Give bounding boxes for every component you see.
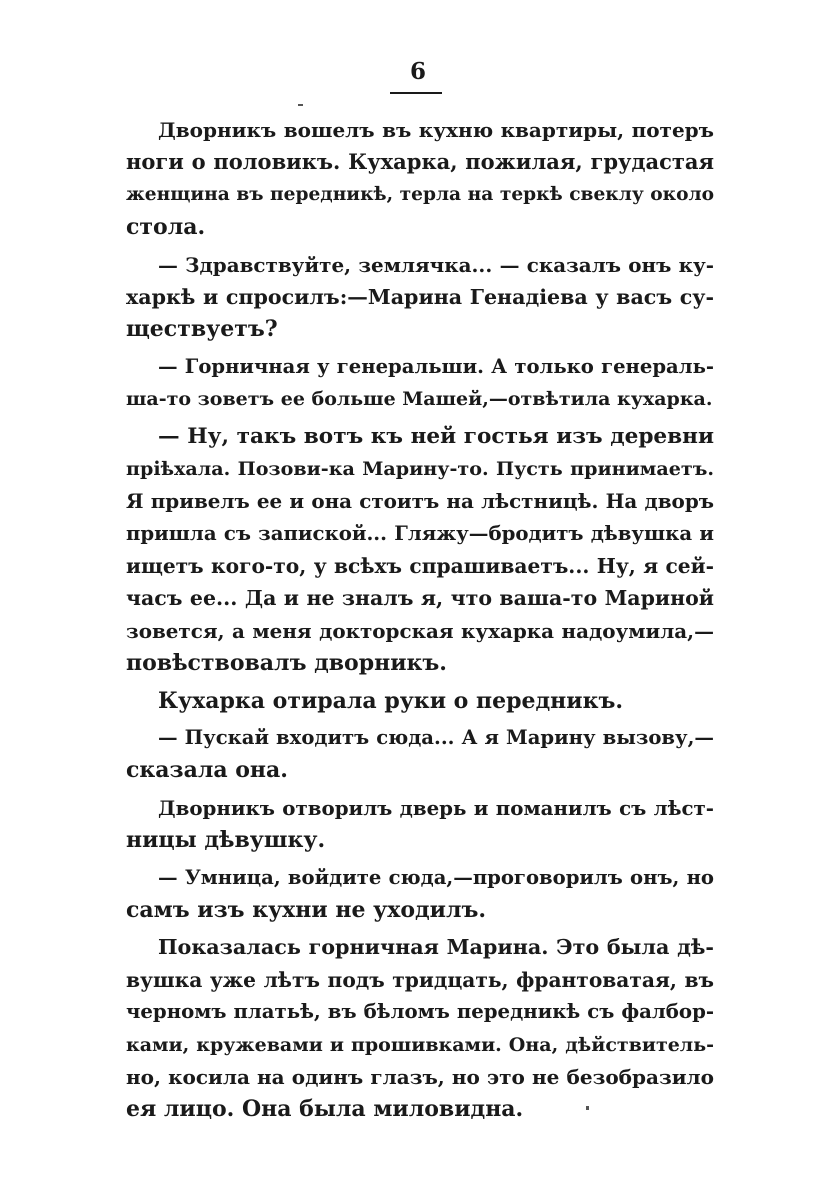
text-line: сказала она. — [126, 757, 288, 784]
text-line: зовется, а меня докторская кухарка надоумила,— — [126, 618, 714, 643]
text-line: Дворникъ отворилъ дверь и поманилъ съ лѣст- — [158, 795, 714, 820]
text-line: Я привелъ ее и она стоитъ на лѣстницѣ. На дворъ — [126, 489, 714, 514]
text-line: пришла съ запиской... Гляжу—бродитъ дѣвушка и — [126, 521, 714, 545]
text-line: ками, кружевами и прошивками. Она, дѣйствитель- — [126, 1033, 714, 1056]
page-number-rule — [390, 92, 442, 94]
text-line: но, косила на одинъ глазъ, но это не безобразило — [126, 1064, 714, 1089]
paragraph — [126, 792, 714, 857]
text-line: часъ ее... Да и не зналъ я, что ваша-то Мариной — [126, 586, 714, 611]
text-line: Показалась горничная Марина. Это была дѣ- — [158, 935, 714, 960]
text-line: ша-то зоветъ ее больше Машей,—отвѣтила кухарка. — [126, 388, 713, 411]
text-line: — Ну, такъ вотъ къ ней гостья изъ деревни — [158, 423, 714, 449]
text-line: харкѣ и спросилъ:—Марина Генадіева у васъ су- — [126, 284, 714, 309]
text-line: ницы дѣвушку. — [126, 827, 326, 854]
text-line: — Горничная у генеральши. А только генераль- — [158, 354, 714, 378]
text-line: — Пускай входитъ сюда... А я Марину вызову,— — [158, 726, 714, 750]
text-line: ея лицо. Она была миловидна. — [126, 1096, 524, 1123]
paragraph — [126, 421, 714, 680]
text-line: женщина въ передникѣ, терла на теркѣ свеклу около — [126, 183, 714, 205]
paragraph — [126, 862, 714, 927]
page-number: 6 — [409, 58, 426, 85]
paragraph — [126, 685, 714, 717]
text-line: Кухарка отирала руки о передникъ. — [158, 687, 623, 714]
text-line: пріѣхала. Позови-ка Марину-то. Пусть принимаетъ. — [126, 456, 714, 480]
text-line: — Здравствуйте, землячка... — сказалъ онъ ку- — [158, 252, 714, 277]
body-text — [126, 114, 714, 1126]
text-line: стола. — [126, 214, 206, 241]
text-line: черномъ платьѣ, въ бѣломъ передникѣ съ фалбор- — [126, 1000, 714, 1024]
print-speck — [298, 104, 303, 106]
paragraph — [126, 114, 714, 244]
text-line: повѣствовалъ дворникъ. — [126, 650, 447, 677]
paragraph — [126, 722, 714, 787]
paragraph — [126, 351, 714, 416]
text-line: ноги о половикъ. Кухарка, пожилая, грудастая — [126, 149, 714, 175]
paragraph — [126, 931, 714, 1125]
text-line: — Умница, войдите сюда,—проговорилъ онъ, но — [158, 865, 714, 889]
text-line: вушка уже лѣтъ подъ тридцать, франтоватая, въ — [126, 967, 714, 992]
text-line: Дворникъ вошелъ въ кухню квартиры, потеръ — [158, 118, 714, 142]
text-line: ществуетъ? — [126, 316, 278, 343]
paragraph — [126, 249, 714, 346]
text-line: самъ изъ кухни не уходилъ. — [126, 896, 487, 923]
text-line: ищетъ кого-то, у всѣхъ спрашиваетъ... Ну, я сей- — [126, 554, 714, 579]
